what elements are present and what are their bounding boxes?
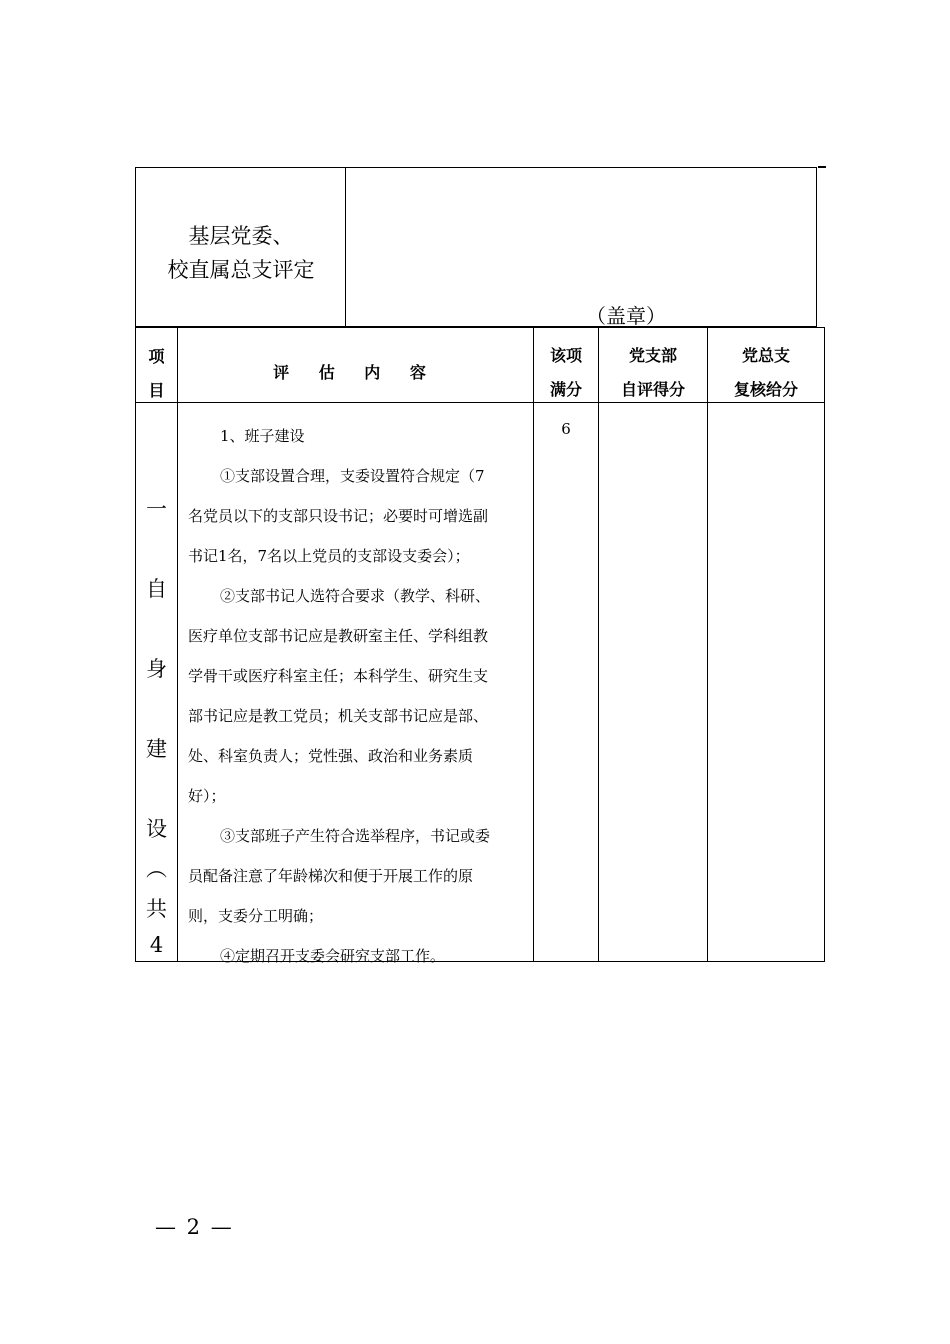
content-line: 好）；	[188, 787, 226, 805]
section-char: 设	[146, 817, 167, 841]
col-divider	[598, 328, 599, 961]
evaluator-label-line1: 基层党委、	[188, 224, 294, 248]
header-divider	[136, 402, 824, 403]
page-number: — 2 —	[155, 1215, 234, 1239]
header-review-score-line1: 党总支	[741, 346, 790, 365]
header-self-score-line1: 党支部	[628, 346, 677, 365]
header-item-line2: 目	[148, 381, 165, 400]
evaluator-label-line2: 校直属总支评定	[167, 258, 315, 282]
header-full-score-line2: 满分	[549, 380, 582, 399]
content-line: 处、科室负责人；党性强、政治和业务素质	[188, 747, 474, 765]
col-divider	[177, 328, 178, 961]
col-divider	[707, 328, 708, 961]
content-line: ①支部设置合理，支委设置符合规定（7	[220, 467, 485, 485]
content-line: 名党员以下的支部只设书记；必要时可增选副	[188, 507, 489, 525]
seal-text: （盖章）	[586, 304, 666, 328]
content-line: 医疗单位支部书记应是教研室主任、学科组教	[188, 627, 489, 645]
header-content: 评 估 内 容	[273, 363, 438, 382]
content-line: 书记1名，7名以上党员的支部设支委会）；	[188, 547, 470, 565]
header-review-score-line2: 复核给分	[733, 380, 798, 399]
header-self-score-line2: 自评得分	[620, 380, 685, 399]
section-char: 建	[146, 737, 167, 761]
content-line: 则，支委分工明确；	[188, 907, 324, 925]
evaluation-table	[135, 327, 825, 965]
evaluation-content	[188, 416, 528, 976]
content-line: 部书记应是教工党员；机关支部书记应是部、	[188, 707, 489, 725]
evaluation-box	[135, 167, 817, 327]
section-char: 4	[149, 933, 164, 957]
content-line: ②支部书记人选符合要求（教学、科研、	[220, 587, 491, 605]
section-char: 自	[146, 577, 167, 601]
header-item-line1: 项	[148, 347, 165, 366]
header-full-score-line1: 该项	[549, 346, 582, 365]
content-line: ④定期召开支委会研究支部工作。	[220, 947, 446, 965]
corner-mark	[818, 166, 826, 168]
section-char: 共	[146, 897, 167, 921]
section-char: ︵	[146, 857, 167, 881]
content-line: 员配备注意了年龄梯次和便于开展工作的原	[188, 867, 474, 885]
content-line: ③支部班子产生符合选举程序，书记或委	[220, 827, 491, 845]
section-char: 身	[146, 657, 167, 681]
section-char: 一	[146, 497, 167, 521]
evaluator-label-cell	[136, 168, 346, 326]
content-line: 学骨干或医疗科室主任；本科学生、研究生支	[188, 667, 489, 685]
full-score-value: 6	[561, 420, 571, 438]
content-line: 1、班子建设	[220, 427, 305, 445]
